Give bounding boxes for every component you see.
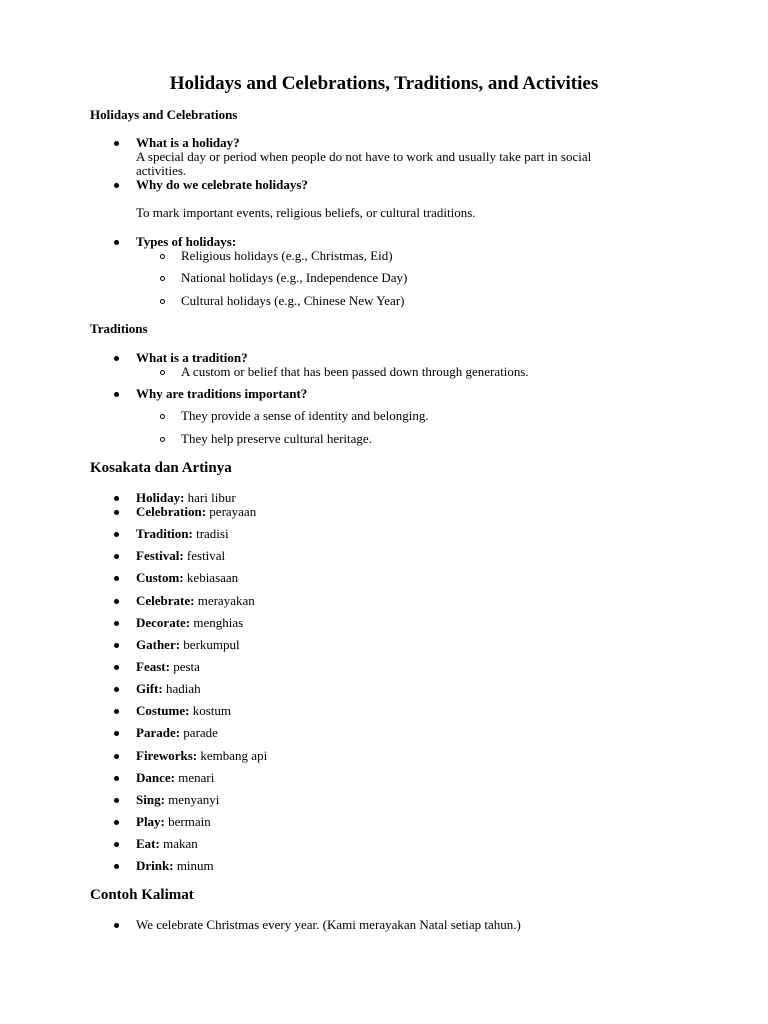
vocabulary-meaning: tradisi	[196, 526, 229, 541]
bullet-icon	[114, 621, 119, 626]
section-heading-holidays: Holidays and Celebrations	[90, 107, 238, 122]
question-types-of-holidays: Types of holidays:	[136, 234, 237, 249]
question-why-traditions-important: Why are traditions important?	[136, 386, 308, 401]
vocabulary-term: Gift:	[136, 681, 163, 696]
vocabulary-term: Gather:	[136, 637, 181, 652]
bullet-icon	[114, 776, 119, 781]
holiday-type-item: Cultural holidays (e.g., Chinese New Year)	[181, 293, 405, 308]
bullet-icon	[114, 510, 119, 515]
bullet-icon	[114, 240, 119, 245]
bullet-icon	[114, 731, 119, 736]
vocabulary-meaning: menari	[178, 770, 215, 785]
vocabulary-item	[136, 749, 267, 763]
tradition-reason-item: They help preserve cultural heritage.	[181, 431, 372, 446]
vocabulary-meaning: hari libur	[187, 490, 236, 505]
vocabulary-meaning: kebiasaan	[186, 570, 239, 585]
bullet-icon	[114, 665, 119, 670]
bullet-icon	[114, 141, 119, 146]
vocabulary-item	[136, 571, 238, 585]
vocabulary-item	[136, 527, 229, 541]
holiday-type-item: National holidays (e.g., Independence Day)	[181, 270, 408, 285]
vocabulary-meaning: perayaan	[209, 504, 257, 519]
vocabulary-meaning: berkumpul	[183, 637, 240, 652]
vocabulary-item	[136, 505, 256, 519]
bullet-icon	[114, 643, 119, 648]
vocabulary-term: Fireworks:	[136, 748, 198, 763]
question-what-is-tradition: What is a tradition?	[136, 350, 248, 365]
vocabulary-meaning: kembang api	[200, 748, 268, 763]
bullet-icon	[114, 798, 119, 803]
vocabulary-term: Drink:	[136, 858, 174, 873]
vocabulary-item	[136, 815, 211, 829]
vocabulary-item	[136, 491, 236, 505]
example-sentence: We celebrate Christmas every year. (Kami merayakan Natal setiap tahun.)	[136, 917, 521, 932]
bullet-icon	[114, 532, 119, 537]
vocabulary-meaning: menghias	[193, 615, 244, 630]
vocabulary-item	[136, 616, 243, 630]
vocabulary-term: Feast:	[136, 659, 170, 674]
bullet-icon	[114, 576, 119, 581]
sub-bullet-icon	[160, 299, 165, 304]
vocabulary-meaning: parade	[183, 725, 218, 740]
vocabulary-term: Tradition:	[136, 526, 193, 541]
vocabulary-meaning: pesta	[173, 659, 200, 674]
vocabulary-meaning: makan	[163, 836, 198, 851]
vocabulary-item	[136, 837, 198, 851]
vocabulary-item	[136, 682, 201, 696]
page-title: Holidays and Celebrations, Traditions, and Activities	[169, 73, 599, 94]
vocabulary-term: Holiday:	[136, 490, 185, 505]
vocabulary-item	[136, 793, 219, 807]
question-what-is-holiday: What is a holiday?	[136, 135, 240, 150]
vocabulary-term: Custom:	[136, 570, 184, 585]
vocabulary-term: Play:	[136, 814, 165, 829]
bullet-icon	[114, 496, 119, 501]
vocabulary-term: Decorate:	[136, 615, 191, 630]
answer-what-is-holiday-line1: A special day or period when people do not have to work and usually take part in social	[136, 149, 592, 164]
vocabulary-term: Festival:	[136, 548, 184, 563]
vocabulary-term: Celebration:	[136, 504, 207, 519]
vocabulary-term: Eat:	[136, 836, 160, 851]
vocabulary-meaning: festival	[186, 548, 226, 563]
answer-what-is-holiday-line2: activities.	[136, 163, 187, 178]
tradition-reason-item: They provide a sense of identity and belonging.	[181, 408, 429, 423]
section-heading-traditions: Traditions	[90, 321, 148, 336]
vocabulary-item	[136, 704, 231, 718]
vocabulary-meaning: kostum	[192, 703, 231, 718]
question-why-celebrate: Why do we celebrate holidays?	[136, 177, 308, 192]
section-heading-vocabulary: Kosakata dan Artinya	[90, 460, 232, 476]
vocabulary-item	[136, 594, 255, 608]
bullet-icon	[114, 820, 119, 825]
vocabulary-meaning: minum	[176, 858, 214, 873]
bullet-icon	[114, 356, 119, 361]
vocabulary-item	[136, 771, 214, 785]
bullet-icon	[114, 599, 119, 604]
bullet-icon	[114, 864, 119, 869]
vocabulary-item	[136, 859, 214, 873]
vocabulary-term: Costume:	[136, 703, 190, 718]
bullet-icon	[114, 923, 119, 928]
bullet-icon	[114, 687, 119, 692]
sub-bullet-icon	[160, 254, 165, 259]
answer-what-is-tradition: A custom or belief that has been passed down through generations.	[181, 364, 529, 379]
bullet-icon	[114, 554, 119, 559]
vocabulary-meaning: menyanyi	[168, 792, 220, 807]
bullet-icon	[114, 392, 119, 397]
answer-why-celebrate: To mark important events, religious beliefs, or cultural traditions.	[136, 205, 476, 220]
vocabulary-term: Celebrate:	[136, 593, 195, 608]
bullet-icon	[114, 842, 119, 847]
vocabulary-meaning: bermain	[168, 814, 211, 829]
holiday-type-item: Religious holidays (e.g., Christmas, Eid)	[181, 248, 393, 263]
sub-bullet-icon	[160, 276, 165, 281]
bullet-icon	[114, 754, 119, 759]
vocabulary-meaning: merayakan	[197, 593, 255, 608]
section-heading-example-sentences: Contoh Kalimat	[90, 887, 194, 903]
vocabulary-meaning: hadiah	[165, 681, 201, 696]
vocabulary-item	[136, 638, 240, 652]
vocabulary-term: Parade:	[136, 725, 181, 740]
vocabulary-item	[136, 660, 200, 674]
vocabulary-term: Dance:	[136, 770, 175, 785]
vocabulary-term: Sing:	[136, 792, 165, 807]
bullet-icon	[114, 709, 119, 714]
vocabulary-item	[136, 549, 225, 563]
sub-bullet-icon	[160, 437, 165, 442]
sub-bullet-icon	[160, 414, 165, 419]
bullet-icon	[114, 183, 119, 188]
sub-bullet-icon	[160, 370, 165, 375]
vocabulary-item	[136, 726, 218, 740]
